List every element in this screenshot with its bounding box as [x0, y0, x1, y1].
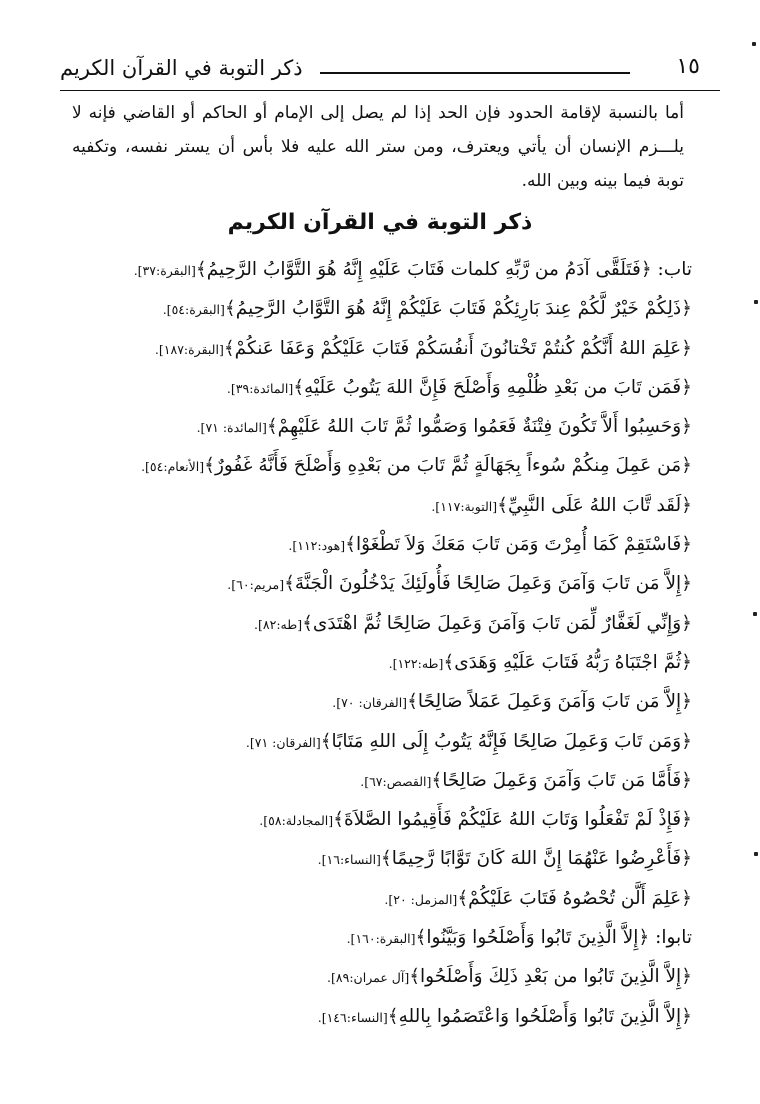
verse-text: ﴿فَمَن تَابَ من بَعْدِ ظُلْمِهِ وَأَصْلَحَ فَإِنَّ اللهَ يَتُوبُ عَلَيْهِ﴾ — [293, 376, 692, 398]
intro-paragraph: أما بالنسبة لإقامة الحدود فإن الحد إذا لم يصل إلى الإمام أو الحاكم أو القاضي فإنه لا يلـــزم الإنسان أن يأتي ويعترف، ومن ستر الله عليه فلا بأس أن يستر نفسه، وتكفيه توبة فيما بينه وبين الله. — [72, 103, 684, 191]
verse-line — [60, 722, 692, 761]
verse-line — [60, 879, 692, 918]
verse-ref: [الفرقان: ٧٠]. — [332, 695, 408, 711]
verse-text: ﴿عَلِمَ أَلَّن تُحْصُوهُ فَتَابَ عَلَيْكُمْ﴾ — [457, 887, 692, 909]
verse-text: ﴿وَمَن تَابَ وَعَمِلَ صَالِحًا فَإِنَّهُ يَتُوبُ إِلَى اللهِ مَتَابًا﴾ — [320, 730, 692, 752]
verse-ref: [النساء:١٤٦]. — [317, 1009, 388, 1025]
verse-ref: [الفرقان: ٧١]. — [245, 734, 321, 750]
verse-line — [60, 329, 692, 368]
verse-ref: [طه:٨٢]. — [254, 616, 303, 632]
verse-line — [60, 997, 692, 1036]
verse-ref: [المائدة: ٧١]. — [196, 420, 267, 436]
verse-line — [60, 250, 692, 289]
verse-line — [60, 407, 692, 446]
verse-ref: [طه:١٢٢]. — [388, 655, 444, 671]
page-header — [60, 44, 720, 94]
verse-ref: [التوبة:١١٧]. — [431, 498, 498, 514]
running-title: ذكر التوبة في القرآن الكريم — [60, 56, 303, 80]
verse-text: ﴿فَأَمَّا مَن تَابَ وَآمَنَ وَعَمِلَ صَالِحًا﴾ — [431, 769, 692, 791]
verse-text: ﴿إِلاَّ مَن تَابَ وَآمَنَ وَعَمِلَ صَالِحًا فَأُولَئِكَ يَدْخُلُونَ الْجَنَّةَ﴾ — [284, 573, 692, 595]
scan-mark — [754, 852, 758, 856]
verse-line — [60, 918, 692, 957]
verse-line — [60, 368, 692, 407]
scan-mark — [752, 42, 756, 46]
verse-line — [60, 604, 692, 643]
verse-line — [60, 289, 692, 328]
verse-ref: [مريم:٦٠]. — [227, 577, 285, 593]
section-title: ذكر التوبة في القرآن الكريم — [227, 210, 533, 235]
verse-text: ﴿فَاسْتَقِمْ كَمَا أُمِرْتَ وَمَن تَابَ مَعَكَ وَلاَ تَطْغَوْا﴾ — [345, 534, 692, 556]
verse-line — [60, 839, 692, 878]
verse-line — [60, 564, 692, 603]
verse-ref: [المائدة:٣٩]. — [226, 380, 294, 396]
verse-text: ﴿فَإِذْ لَمْ تَفْعَلُوا وَتَابَ اللهُ عَلَيْكُمْ فَأَقِيمُوا الصَّلاَةَ﴾ — [333, 809, 692, 831]
verse-ref: [النساء:١٦]. — [317, 852, 381, 868]
page-number: ١٥ — [676, 54, 700, 79]
verse-text: تاب: ﴿فَتَلَقَّى آدَمُ من رَّبِّهِ كلمات فَتَابَ عَلَيْهِ إِنَّهُ هُوَ التَّوَّابُ الرَّحِيمُ﴾ — [195, 259, 692, 280]
verse-ref: [المجادلة:٥٨]. — [259, 813, 334, 829]
verse-text: ﴿عَلِمَ اللهُ أَنَّكُمْ كُنتُمْ تَخْتانُونَ أَنفُسَكُمْ فَتَابَ عَلَيْكُمْ وَعَفَا عَنكُمْ﴾ — [223, 337, 692, 359]
verse-text: ﴿مَن عَمِلَ مِنكُمْ سُوءاً بِجَهَالَةٍ ثُمَّ تَابَ من بَعْدِهِ وَأَصْلَحَ فَأَنَّهُ غَفُورٌ﴾ — [204, 455, 692, 477]
verse-ref: [البقرة:١٨٧]. — [154, 341, 224, 357]
verse-text: ﴿فَأَعْرِضُوا عَنْهُمَا إِنَّ اللهَ كَانَ تَوَّابًا رَّحِيمًا﴾ — [380, 848, 692, 870]
verse-ref: [البقرة:٥٤]. — [162, 302, 225, 318]
verse-ref: [القصص:٦٧]. — [360, 773, 432, 789]
verse-line — [60, 446, 692, 485]
verse-text: ﴿ثُمَّ اجْتَبَاهُ رَبُّهُ فَتَابَ عَلَيْهِ وَهَدَى﴾ — [443, 651, 692, 673]
verse-line — [60, 800, 692, 839]
verse-text: ﴿إِلاَّ مَن تَابَ وَآمَنَ وَعَمِلَ عَمَلاً صَالِحًا﴾ — [407, 691, 692, 713]
verse-text: ﴿وَإِنِّي لَغَفَّارٌ لِّمَن تَابَ وَآمَنَ وَعَمِلَ صَالِحًا ثُمَّ اهْتَدَى﴾ — [302, 612, 692, 634]
verse-text: تابوا: ﴿إِلاَّ الَّذِينَ تَابُوا وَأَصْلَحُوا وَبَيَّنُوا﴾ — [415, 927, 692, 949]
verse-text: ﴿لَقَد تَّابَ اللهُ عَلَى النَّبِيِّ﴾ — [497, 494, 692, 516]
verse-ref: [الأنعام:٥٤]. — [141, 459, 205, 475]
verse-text: ﴿ذَلِكُمْ خَيْرٌ لَّكُمْ عِندَ بَارِئِكُمْ فَتَابَ عَلَيْكُمْ إِنَّهُ هُوَ التَّوَّابُ الرَّحِيمُ﴾ — [224, 298, 692, 320]
header-rule — [320, 72, 630, 74]
scan-mark — [754, 300, 758, 304]
verse-line — [60, 643, 692, 682]
verse-ref: [هود:١١٢]. — [288, 538, 346, 554]
verse-list — [60, 250, 692, 1036]
verse-line — [60, 486, 692, 525]
verse-line — [60, 682, 692, 721]
scan-mark — [753, 612, 757, 616]
verse-line — [60, 761, 692, 800]
verse-line — [60, 957, 692, 996]
verse-text: ﴿إِلاَّ الَّذِينَ تَابُوا من بَعْدِ ذَلِكَ وَأَصْلَحُوا﴾ — [409, 966, 692, 988]
verse-ref: [البقرة:٣٧]. — [133, 263, 196, 278]
verse-ref: [المزمل: ٢٠]. — [384, 891, 458, 907]
verse-line — [60, 525, 692, 564]
verse-ref: [البقرة:١٦٠]. — [346, 931, 416, 947]
verse-text: ﴿إِلاَّ الَّذِينَ تَابُوا وَأَصْلَحُوا وَاعْتَصَمُوا بِاللهِ﴾ — [387, 1005, 692, 1027]
verse-ref: [آل عمران:٨٩]. — [327, 970, 410, 986]
verse-text: ﴿وَحَسِبُوا أَلاَّ تَكُونَ فِتْنَةٌ فَعَمُوا وَصَمُّوا ثُمَّ تَابَ اللهُ عَلَيْهِمْ﴾ — [266, 416, 692, 438]
header-underline — [60, 90, 720, 91]
